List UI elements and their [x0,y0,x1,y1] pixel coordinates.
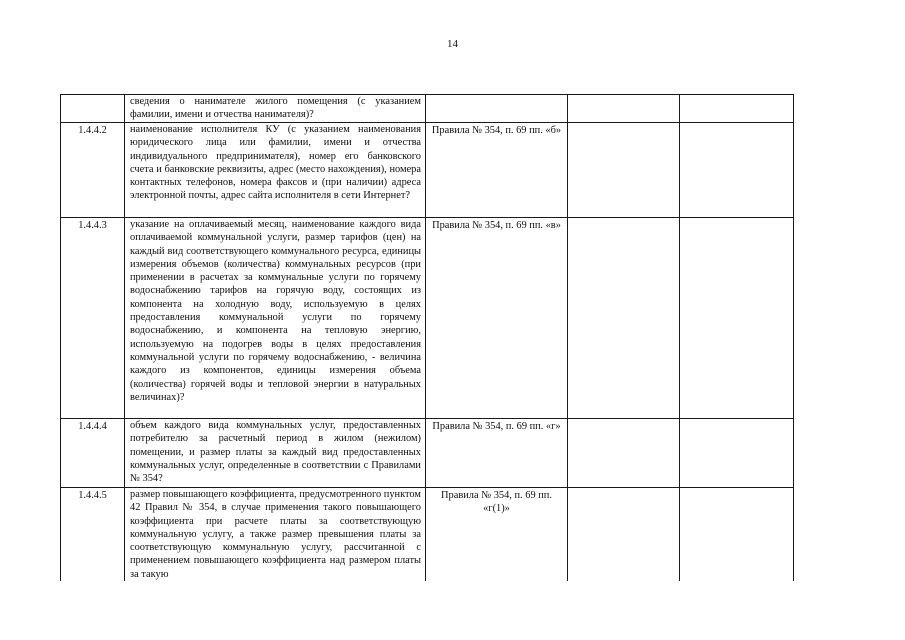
table-row [61,488,794,582]
page-number: 14 [447,38,458,50]
empty-cell [680,419,794,488]
empty-cell [568,123,680,218]
legal-source: Правила № 354, п. 69 пп. «г» [426,419,568,488]
empty-cell [680,218,794,419]
item-number: 1.4.4.5 [61,488,125,582]
empty-cell [680,488,794,582]
empty-cell [568,218,680,419]
item-number [61,95,125,123]
item-number: 1.4.4.4 [61,419,125,488]
empty-cell [680,123,794,218]
table-row [61,123,794,218]
legal-source: Правила № 354, п. 69 пп. «в» [426,218,568,419]
item-number: 1.4.4.3 [61,218,125,419]
requirement-text: объем каждого вида коммунальных услуг, предоставленных потребителю за расчетный период в жилом (нежилом) помещении, и размер платы за каждый вид предоставленных коммунальных услуг, определенные в соответствии с Правилами № 354? [125,419,426,488]
requirement-text: наименование исполнителя КУ (с указанием наименования юридического лица или фамилии, имени и отчества индивидуального предпринимателя), номер его банковского счета и банковские реквизиты, адрес (место нахождения), номера контактных телефонов, номера факсов и (при наличии) адреса электронной почты, адрес сайта исполнителя в сети Интернет? [125,123,426,218]
empty-cell [680,95,794,123]
legal-source: Правила № 354, п. 69 пп. «г(1)» [426,488,568,582]
legal-source: Правила № 354, п. 69 пп. «б» [426,123,568,218]
requirement-text: размер повышающего коэффициента, предусмотренного пунктом 42 Правил № 354, в случае применения такого повышающего коэффициента при расчете платы за соответствующую коммунальную услугу, а также размер превышения платы за соответствующую коммунальную услугу, рассчитанной с применением повышающего коэффициента над размером платы за такую [125,488,426,582]
item-number: 1.4.4.2 [61,123,125,218]
empty-cell [568,419,680,488]
table-row [61,95,794,123]
empty-cell [568,95,680,123]
requirements-table [60,94,794,581]
empty-cell [568,488,680,582]
requirement-text: указание на оплачиваемый месяц, наименование каждого вида оплачиваемой коммунальной услуги, размер тарифов (цен) на каждый вид соответствующего коммунального ресурса, единицы измерения объемов (количества) коммунальных ресурсов (при применении в расчетах за коммунальные услуги по горячему водоснабжению тарифов на горячую воду, состоящих из компонента на холодную воду, используемую в целях предоставления коммунальной услуги по горячему водоснабжению, и компонента на тепловую энергию, используемую на подогрев воды в целях предоставления коммунальной услуги по горячему водоснабжению, - величина каждого из компонентов, единицы измерения объема (количества) горячей воды и тепловой энергии в натуральных величинах)? [125,218,426,419]
table-row [61,218,794,419]
table-row [61,419,794,488]
legal-source [426,95,568,123]
requirement-text: сведения о нанимателе жилого помещения (с указанием фамилии, имени и отчества нанимателя)? [125,95,426,123]
